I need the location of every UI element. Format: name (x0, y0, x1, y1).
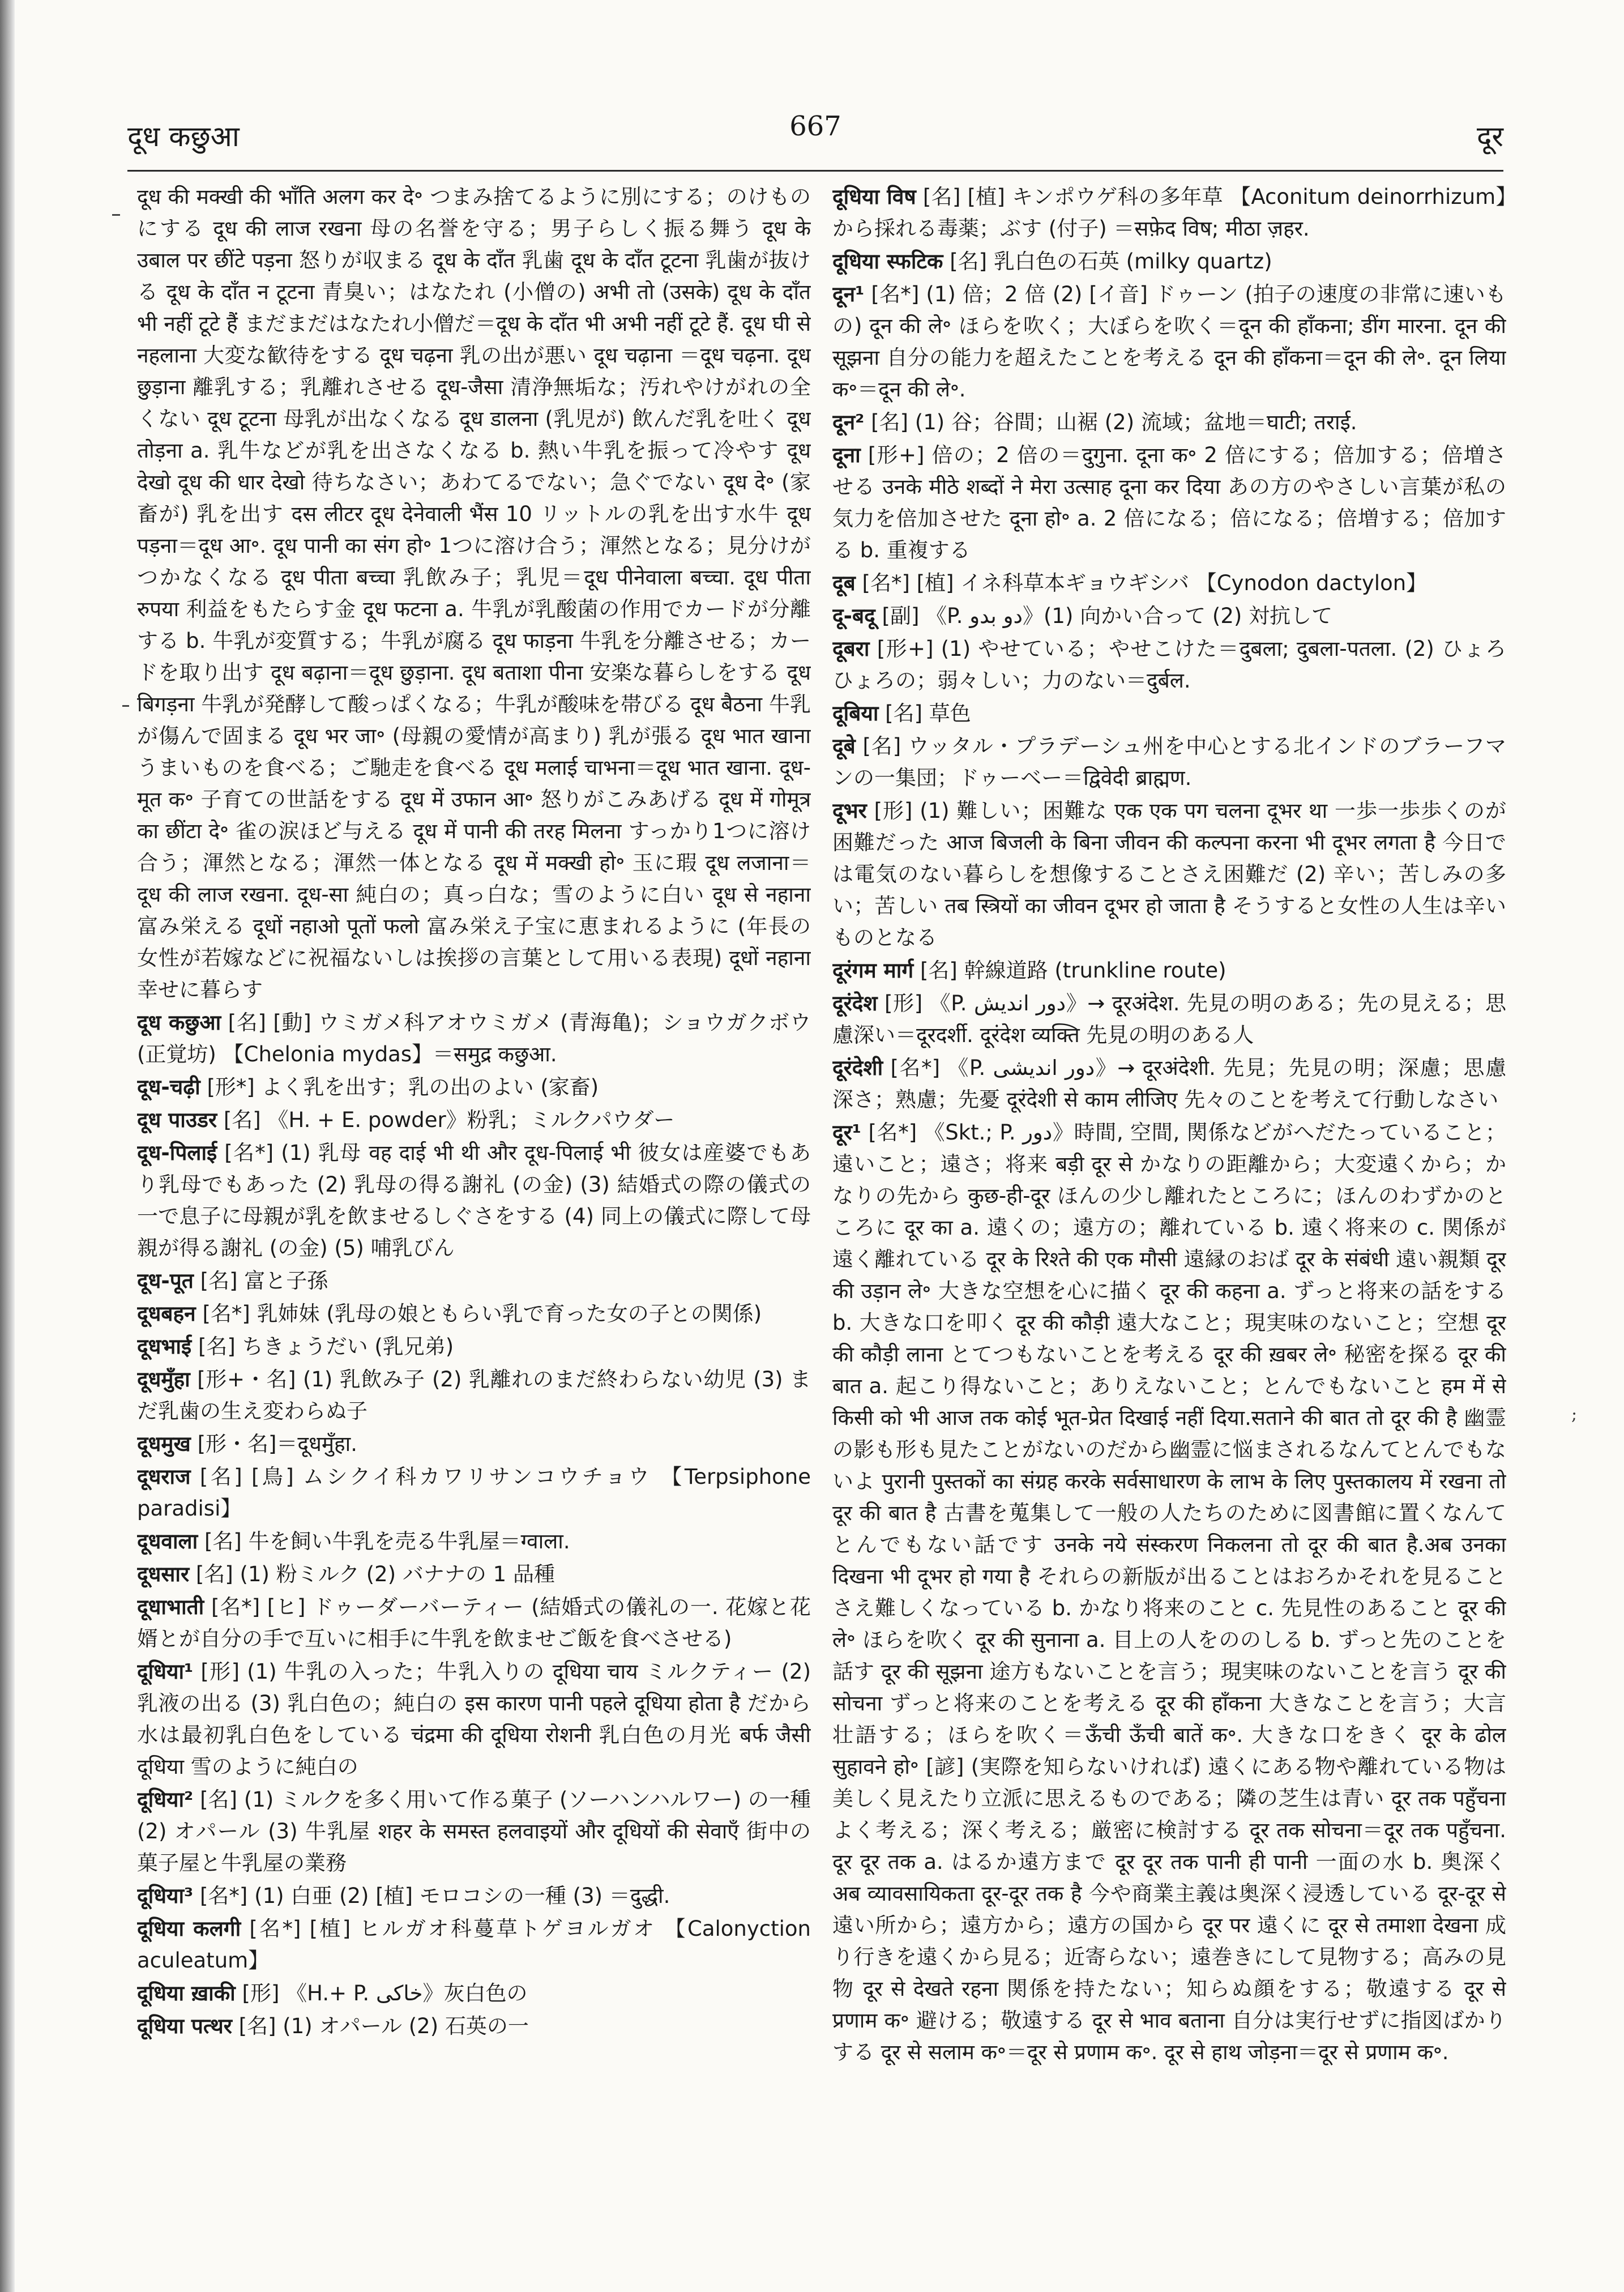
dictionary-entry (832, 600, 1506, 632)
dictionary-entry (137, 1461, 811, 1525)
entry-definition: [名*] [植] ヒルガオ科蔓草トゲヨルガオ 【Calonyction aculeatum】 (137, 1917, 811, 1973)
entry-headword: दूधमुँहा (137, 1367, 190, 1392)
entry-definition: [名*] 《Skt.; P. دور》時間, 空間, 関係などがへだたっていること；遠いこと；遠さ；将来 बड़ी दूर से かなりの距離から；大変遠くから；かなりの先から कुछ-ही-दूर ほんの少し離れたところに；ほんのわずかのところに दूर का a. 遠くの；遠方の；離れている b. 遠く将来の c. 関係が遠く離れている दूर के रिश्ते की एक मौसी 遠縁のおば दूर के संबंधी 遠い親類 दूर की उड़ान ले॰ 大きな空想を心に描く दूर की कहना a. ずっと将来の話をする b. 大きな口を叩く दूर की कौड़ी 遠大なこと；現実味のないこと；空想 दूर की कौड़ी लाना とてつもないことを考える दूर की ख़बर ले॰ 秘密を探る दूर की बात a. 起こり得ないこと；ありえないこと；とんでもないこと हम में से किसी को भी आज तक कोई भूत-प्रेत दिखाई नहीं दिया.सताने की बात तो दूर की है 幽霊の影も形も見たことがないのだから幽霊に悩まされるなんてとんでもないよ पुरानी पुस्तकों का संग्रह करके सर्वसाधारण के लाभ के लिए पुस्तकालय में रखना तो दूर की बात है 古書を蒐集して一般の人たちのために図書館に置くなんてとんでもない話です उनके नये संस्करण निकलना तो दूर की बात है.अब उनका दिखना भी दूभर हो गया है それらの新版が出ることはおろかそれを見ることさえ難しくなっている b. かなり将来のこと c. 先見性のあること दूर की ले॰ ほらを吹く दूर की सुनाना a. 目上の人をののしる b. ずっと先のことを話す दूर की सूझना 途方もないことを言う；現実味のないことを言う दूर की सोचना ずっと将来のことを考える दूर की हाँकना 大きなことを言う；大言壮語する；ほらを吹く＝ऊँची ऊँची बातें क॰. 大きな口をきく दूर के ढोल सुहावने हो॰ [諺] (実際を知らないければ) 遠くにある物や離れている物は美しく見えたり立派に思えるものである；隣の芝生は青い दूर तक पहुँचना よく考える；深く考える；厳密に検討する दूर तक सोचना＝दूर तक पहुँचना. दूर दूर तक a. はるか遠方まで दूर दूर तक पानी ही पानी 一面の水 b. 奥深く अब व्यावसायिकता दूर-दूर तक है 今や商業主義は奥深く浸透している दूर-दूर से 遠い所から；遠方から；遠方の国から दूर पर 遠くに दूर से तमाशा देखना 成り行きを遠くから見る；近寄らない；遠巻きにして見物する；高みの見物 दूर से देखते रहना 関係を持たない；知らぬ顔をする；敬遠する दूर से प्रणाम क॰ 避ける；敬遠する दूर से भाव बताना 自分は実行せずに指図ばかりする दूर से सलाम क॰＝दूर से प्रणाम क॰. दूर से हाथ जोड़ना＝दूर से प्रणाम क॰. (832, 1120, 1506, 2064)
entry-headword: दूरंदेश (832, 991, 878, 1015)
entry-definition: [形] 《H.+ P. خاکی》灰白色の (242, 1981, 528, 2005)
page-edge (0, 0, 15, 2292)
dictionary-entry (832, 407, 1506, 438)
margin-mark: ; (1571, 1405, 1578, 1424)
entry-definition: [名] ちきょうだい (乳兄弟) (198, 1334, 454, 1359)
entry-headword: दूध-पूत (137, 1269, 194, 1293)
dictionary-entry (137, 1007, 811, 1070)
entry-definition: [名*] 《P. دور اندیشی》→ दूरअंदेशी. 先見；先見の明；深慮；思慮深さ；熟慮；先憂 दूरंदेशी से काम लीजिए 先々のことを考えて行動しなさい (832, 1056, 1506, 1112)
dictionary-entry (832, 567, 1506, 599)
entry-definition: [名*] (1) 倍；2 倍 (2) [イ音] ドゥーン (拍子の速度の非常に速いもの) दून की ले॰ ほらを吹く；大ぼらを吹く＝दून की हाँकना; डींग मारना. दून की सूझना 自分の能力を超えたことを考える दून की हाँकना＝दून की ले॰. दून लिया क॰＝दून की ले॰. (832, 282, 1506, 402)
dictionary-entry (832, 1052, 1506, 1116)
dictionary-entry (137, 1428, 811, 1460)
page-number: 667 (789, 110, 841, 142)
entry-definition: [形] 《P. دور اندیش》→ दूरअंदेश. 先見の明のある；先の見える；思慮深い＝दूरदर्शी. दूरंदेश व्यक्ति 先見の明のある人 (832, 991, 1506, 1047)
entry-definition: [形] (1) 牛乳の入った；牛乳入りの दूधिया चाय ミルクティー (2) 乳液の出る (3) 乳白色の；純白の इस कारण पानी पहले दूधिया होता है だから水は最初乳白色をしている चंद्रमा की दूधिया रोशनी 乳白色の月光 बर्फ जैसी दूधिया 雪のように純白の (137, 1659, 811, 1779)
entry-headword: दूधवाला (137, 1529, 198, 1553)
entry-definition: [名] 牛を飼い牛乳を売る牛乳屋＝ग्वाला. (204, 1529, 570, 1553)
dictionary-entry (137, 1559, 811, 1590)
entry-headword: दूधिया² (137, 1787, 194, 1812)
entry-headword: दूध-पिलाई (137, 1141, 217, 1165)
entry-headword: दूरंगम मार्ग (832, 958, 914, 983)
entry-headword: दूरंदेशी (832, 1056, 883, 1080)
entry-definition: [名] 草色 (885, 701, 971, 725)
entry-definition: [名*] 乳姉妹 (乳母の娘ともらい乳で育った女の子との関係) (202, 1301, 762, 1326)
entry-headword: दूधभाई (137, 1334, 192, 1359)
header-right-guide-word: दूर (1477, 120, 1503, 153)
dictionary-entry (137, 1880, 811, 1912)
dictionary-entry (832, 698, 1506, 729)
entry-headword: दूधराज (137, 1465, 191, 1489)
dictionary-entry (137, 1072, 811, 1103)
entry-headword: दूध कछुआ (137, 1010, 221, 1035)
dictionary-entry (832, 731, 1506, 794)
dictionary-entry (137, 1265, 811, 1297)
dictionary-entry (137, 1784, 811, 1879)
entry-definition: [名] (1) 谷；谷間；山裾 (2) 流域；盆地＝घाटी; तराई. (871, 410, 1357, 434)
entry-definition: [名*] [ヒ] ドゥーダーバーティー (結婚式の儀礼の一. 花嫁と花婿とが自分の手で互いに相手に牛乳を飲ませご飯を食べさせる) (137, 1595, 811, 1651)
dictionary-entry (137, 2011, 811, 2042)
entry-headword: दूधिया स्फटिक (832, 249, 943, 274)
entry-definition: [名] (1) オパール (2) 石英の一 (238, 2014, 529, 2038)
dictionary-entry (137, 1298, 811, 1330)
entry-definition: [名] 《H. + E. powder》粉乳；ミルクパウダー (223, 1108, 675, 1132)
entry-headword: दूध पाउडर (137, 1108, 217, 1132)
entry-definition: [形] (1) 難しい；困難な एक एक पग चलना दूभर था 一歩一歩歩くのが困難だった आज बिजली के बिना जीवन की कल्पना करना भी दूभर लगता है 今日では電気のない暮らしを想像することさえ困難だ (2) 辛い；苦しみの多い；苦しい तब स्त्रियों का जीवन दूभर हो जाता है そうすると女性の人生は辛いものとなる (832, 799, 1506, 950)
entry-headword: दूधिया³ (137, 1884, 194, 1908)
entry-definition: [形*] よく乳を出す；乳の出のよい (家畜) (207, 1075, 599, 1099)
entry-headword: दूबिया (832, 701, 879, 725)
dictionary-entry (832, 181, 1506, 245)
entry-headword: दूध-चढ़ी (137, 1075, 200, 1099)
entry-headword: दूधिया कलगी (137, 1917, 241, 1941)
entry-definition: [名*] (1) 白亜 (2) [植] モロコシの一種 (3) ＝दुद्धी. (200, 1884, 670, 1908)
dictionary-entry (137, 1591, 811, 1655)
entry-definition: [名] 乳白色の石英 (milky quartz) (950, 249, 1272, 274)
entry-headword: दूबरा (832, 637, 870, 661)
header-left-guide-word: दूध कछुआ (127, 120, 240, 153)
entry-definition: [形+・名] (1) 乳飲み子 (2) 乳離れのまだ終わらない幼児 (3) まだ乳歯の生え変わらぬ子 (137, 1367, 811, 1423)
entry-definition: [名] 富と子孫 (200, 1269, 328, 1293)
entry-definition: [名*] (1) 乳母 वह दाई भी थी और दूध-पिलाई भी 彼女は産婆でもあり乳母でもあった (2) 乳母の得る謝礼 (の金) (3) 結婚式の際の儀式の一で息子に母親が乳を飲ませるしぐさをする (4) 同上の儀式に際して母親が得る謝礼 (の金) (5) 哺乳びん (137, 1141, 811, 1260)
margin-mark (122, 705, 129, 707)
entry-definition: [名] [植] キンポウゲ科の多年草 【Aconitum deinorrhizum】から採れる毒薬；ぶす (付子) ＝सफ़ेद विष; मीठा ज़हर. (832, 185, 1506, 241)
entry-headword: दूधाभाती (137, 1595, 204, 1619)
dictionary-entry (832, 988, 1506, 1051)
entry-definition: [副] 《P. دو بدو》(1) 向かい合って (2) 対抗して (882, 604, 1333, 628)
entry-definition: [名] (1) ミルクを多く用いて作る菓子 (ソーハンハルワー) の一種 (2) オパール (3) 牛乳屋 शहर के समस्त हलवाइयों और दूधियों की सेवाएँ 街中の菓子屋と牛乳屋の業務 (137, 1787, 811, 1875)
dictionary-entry (832, 439, 1506, 566)
dictionary-entry (137, 1913, 811, 1977)
dictionary-entry (137, 1656, 811, 1783)
entry-definition: [名] (1) 粉ミルク (2) バナナの 1 品種 (195, 1562, 555, 1586)
left-column (137, 181, 811, 2243)
dictionary-entry (137, 1104, 811, 1136)
entry-definition: [名*] [植] イネ科草本ギョウギシバ 【Cynodon dactylon】 (862, 571, 1428, 595)
entry-definition: [名] ウッタル・プラデーシュ州を中心とする北インドのブラーフマンの一集団；ドゥーベー＝द्विवेदी ब्राह्मण. (832, 734, 1506, 790)
dictionary-entry (832, 633, 1506, 697)
entry-headword: दूर¹ (832, 1120, 861, 1145)
entry-headword: दूधबहन (137, 1301, 196, 1326)
entry-headword: दूधिया पत्थर (137, 2014, 232, 2038)
dictionary-entry (137, 1978, 811, 2009)
dictionary-entry (832, 279, 1506, 406)
entry-headword: दूधिया ख़ाकी (137, 1981, 236, 2005)
header-rule (127, 170, 1503, 172)
entry-headword: दूभर (832, 799, 867, 823)
entry-headword: दूब (832, 571, 856, 595)
entry-definition: दूध की मक्खी की भाँति अलग कर दे॰ つまみ捨てるように別にする；のけものにする दूध की लाज रखना 母の名誉を守る；男子らしく振る舞う दूध के उबाल पर छींटे पड़ना 怒りが収まる दूध के दाँत 乳歯 दूध के दाँत टूटना 乳歯が抜ける दूध के दाँत न टूटना 青臭い；はなたれ (小僧の) अभी तो (उसके) दूध के दाँत भी नहीं टूटे हैं まだまだはなたれ小僧だ＝दूध के दाँत भी अभी नहीं टूटे हैं. दूध घी से नहलाना 大変な歓待をする दूध चढ़ना 乳の出が悪い दूध चढ़ाना ＝दूध चढ़ना. दूध छुड़ाना 離乳する；乳離れさせる दूध-जैसा 清浄無垢な；汚れやけがれの全くない दूध टूटना 母乳が出なくなる दूध डालना (乳児が) 飲んだ乳を吐く दूध तोड़ना a. 乳牛などが乳を出さなくなる b. 熱い牛乳を振って冷やす दूध देखो दूध की धार देखो 待ちなさい；あわてるでない；急ぐでない दूध दे॰ (家畜が) 乳を出す दस लीटर दूध देनेवाली भैंस 10 リットルの乳を出す水牛 दूध पड़ना＝दूध आ॰. दूध पानी का संग हो॰ 1つに溶け合う；渾然となる；見分けがつかなくなる दूध पीता बच्चा 乳飲み子；乳児＝दूध पीनेवाला बच्चा. दूध पीता रुपया 利益をもたらす金 दूध फटना a. 牛乳が乳酸菌の作用でカードが分離する b. 牛乳が変質する；牛乳が腐る दूध फाड़ना 牛乳を分離させる；カードを取り出す दूध बढ़ाना＝दूध छुड़ाना. दूध बताशा पीना 安楽な暮らしをする दूध बिगड़ना 牛乳が発酵して酸っぱくなる；牛乳が酸味を帯びる दूध बैठना 牛乳が傷んで固まる दूध भर जा॰ (母親の愛情が高まり) 乳が張る दूध भात खाना うまいものを食べる；ご馳走を食べる दूध मलाई चाभना＝दूध भात खाना. दूध-मूत क॰ 子育ての世話をする दूध में उफान आ॰ 怒りがこみあげる दूध में गोमूत्र का छींटा दे॰ 雀の涙ほど与える दूध में पानी की तरह मिलना すっかり1つに溶け合う；渾然となる；渾然一体となる दूध में मक्खी हो॰ 玉に瑕 दूध लजाना＝दूध की लाज रखना. दूध-सा 純白の；真っ白な；雪のように白い दूध से नहाना 富み栄える दूधों नहाओ पूतों फलो 富み栄え子宝に恵まれるように (年長の女性が若嫁などに祝福ないしは挨拶の言葉として用いる表現) दूधों नहाना 幸せに暮らす (137, 185, 811, 1002)
entry-definition: [形・名]＝दूधमुँहा. (197, 1432, 357, 1456)
dictionary-entry (832, 1117, 1506, 2068)
entry-headword: दूबे (832, 734, 856, 758)
entry-headword: दून¹ (832, 282, 865, 306)
page-header (127, 105, 1503, 167)
entry-headword: दू-बदू (832, 604, 875, 628)
dictionary-entry (832, 795, 1506, 954)
entry-definition: [名] [鳥] ムシクイ科カワリサンコウチョウ 【Terpsiphone paradisi】 (137, 1465, 811, 1521)
entry-definition: [形+] 倍の；2 倍の＝दुगुना. दूना क॰ 2 倍にする；倍加する；倍増させる उनके मीठे शब्दों ने मेरा उत्साह दूना कर दिया あの方のやさしい言葉が私の気力を倍加させた दूना हो॰ a. 2 倍になる；倍になる；倍増する；倍加する b. 重複する (832, 443, 1506, 562)
dictionary-entry (137, 1137, 811, 1264)
entry-headword: दूधिया विष (832, 185, 916, 209)
entry-headword: दूधमुख (137, 1432, 191, 1456)
entry-headword: दूधसार (137, 1562, 190, 1586)
entry-headword: दूना (832, 443, 861, 467)
dictionary-entry (832, 955, 1506, 987)
entry-definition: [形+] (1) やせている；やせこけた＝दुबला; दुबला-पतला. (2) ひょろひょろの；弱々しい；力のない＝दुर्बल. (832, 637, 1506, 693)
right-column (832, 181, 1506, 2243)
entry-headword: दून² (832, 410, 865, 434)
dictionary-entry (137, 1364, 811, 1427)
dictionary-entry (137, 181, 811, 1006)
dictionary-entry (137, 1526, 811, 1557)
entry-definition: [名] [動] ウミガメ科アオウミガメ (青海亀)；ショウガクボウ (正覚坊) 【Chelonia mydas】＝समुद्र कछुआ. (137, 1010, 811, 1066)
dictionary-entry (832, 246, 1506, 278)
dictionary-entry (137, 1331, 811, 1363)
entry-definition: [名] 幹線道路 (trunkline route) (920, 958, 1226, 983)
entry-headword: दूधिया¹ (137, 1659, 194, 1684)
margin-mark (112, 214, 120, 216)
